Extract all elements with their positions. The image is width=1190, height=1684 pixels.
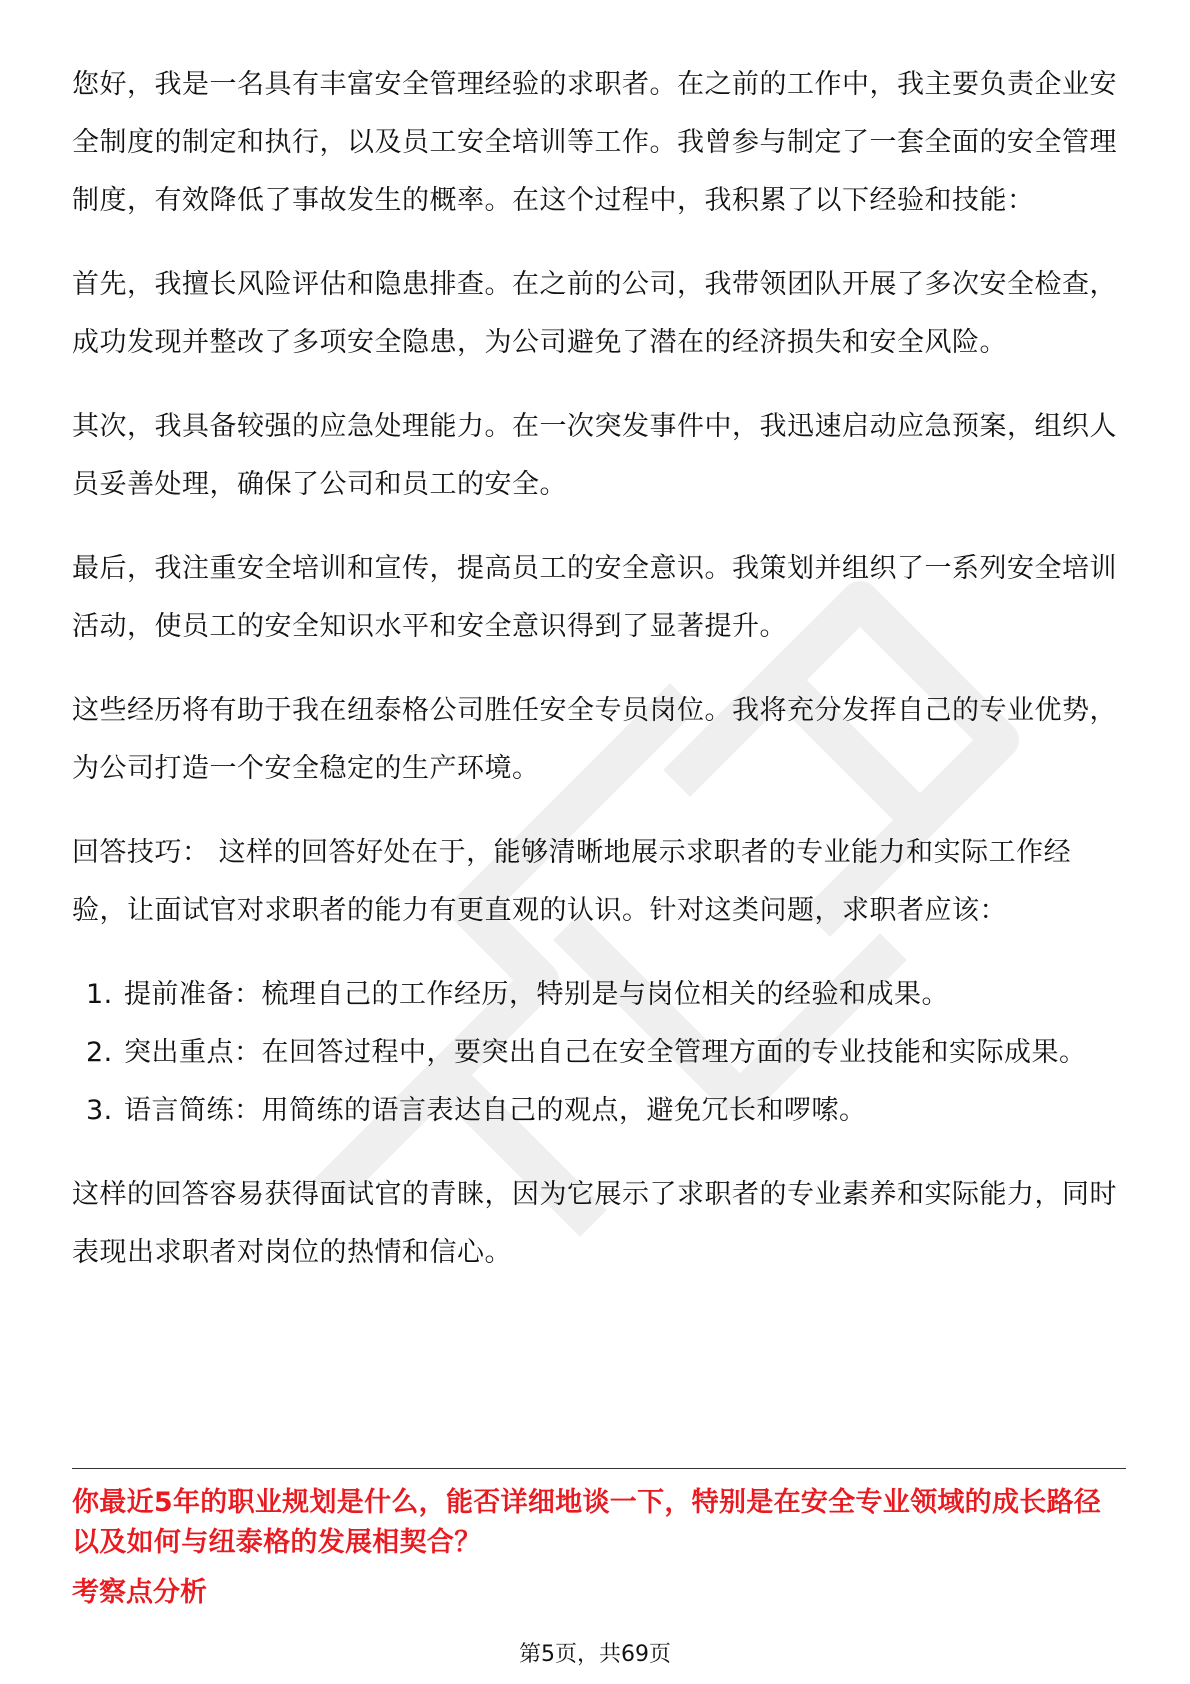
- list-item: [72, 1082, 1126, 1140]
- list-item: [72, 966, 1126, 1024]
- second-skill-paragraph: 其次，我具备较强的应急处理能力。在一次突发事件中，我迅速启动应急预案，组织人员妥善处理，确保了公司和员工的安全。: [72, 411, 1117, 500]
- page-number-footer: 第5页，共69页: [519, 1642, 671, 1667]
- interview-question-heading: 你最近5年的职业规划是什么，能否详细地谈一下，特别是在安全专业领域的成长路径以及如何与纽泰格的发展相契合？: [72, 1487, 1102, 1558]
- analysis-section-title: 考察点分析: [72, 1577, 207, 1608]
- summary-paragraph: 这些经历将有助于我在纽泰格公司胜任安全专员岗位。我将充分发挥自己的专业优势，为公司打造一个安全稳定的生产环境。: [72, 695, 1117, 784]
- closing-paragraph: 这样的回答容易获得面试官的青睐，因为它展示了求职者的专业素养和实际能力，同时表现出求职者对岗位的热情和信心。: [72, 1179, 1117, 1268]
- third-skill-paragraph: 最后，我注重安全培训和宣传，提高员工的安全意识。我策划并组织了一系列安全培训活动，使员工的安全知识水平和安全意识得到了显著提升。: [72, 553, 1117, 642]
- main-content: [72, 56, 1126, 1308]
- section-divider: [72, 1468, 1126, 1469]
- answer-tips-paragraph: 回答技巧： 这样的回答好处在于，能够清晰地展示求职者的专业能力和实际工作经验，让面试官对求职者的能力有更直观的认识。针对这类问题，求职者应该：: [72, 837, 1072, 926]
- list-number: 3.: [86, 1095, 113, 1126]
- tips-list: [72, 966, 1126, 1140]
- list-item-text: 提前准备：梳理自己的工作经历，特别是与岗位相关的经验和成果。: [124, 979, 949, 1010]
- list-item: [72, 1024, 1126, 1082]
- list-item-text: 语言简练：用简练的语言表达自己的观点，避免冗长和啰嗦。: [124, 1095, 867, 1126]
- first-skill-paragraph: 首先，我擅长风险评估和隐患排查。在之前的公司，我带领团队开展了多次安全检查，成功发现并整改了多项安全隐患，为公司避免了潜在的经济损失和安全风险。: [72, 269, 1117, 358]
- list-number: 1.: [86, 979, 113, 1010]
- list-item-text: 突出重点：在回答过程中，要突出自己在安全管理方面的专业技能和实际成果。: [124, 1037, 1087, 1068]
- list-number: 2.: [86, 1037, 113, 1068]
- intro-paragraph: 您好，我是一名具有丰富安全管理经验的求职者。在之前的工作中，我主要负责企业安全制度的制定和执行，以及员工安全培训等工作。我曾参与制定了一套全面的安全管理制度，有效降低了事故发生的概率。在这个过程中，我积累了以下经验和技能：: [72, 69, 1117, 216]
